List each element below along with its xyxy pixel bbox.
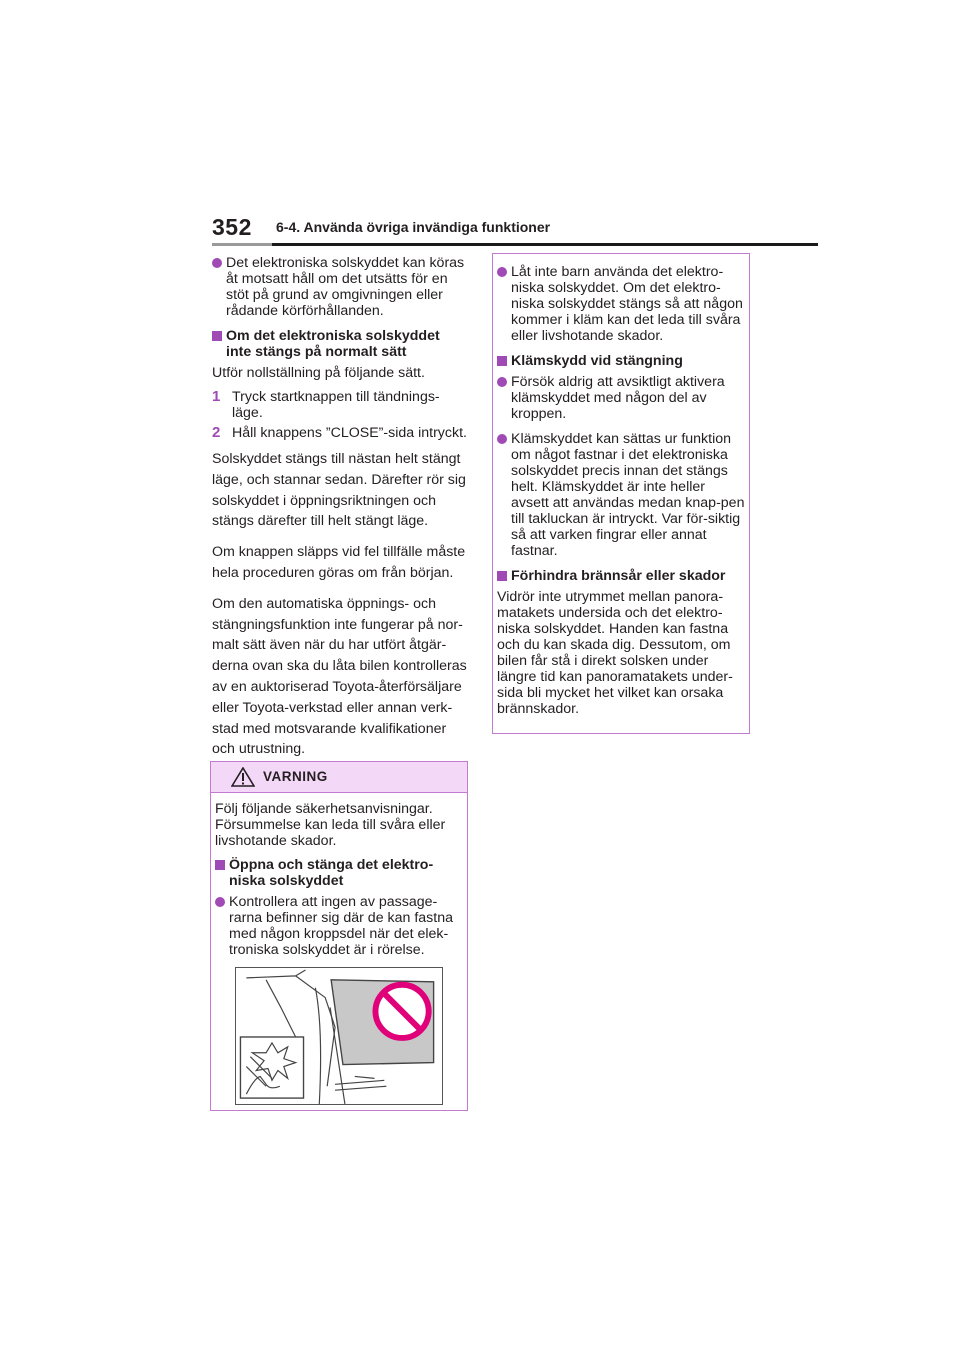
header-rule-accent	[212, 243, 272, 246]
warning-body	[211, 793, 467, 958]
bullet-dot-icon	[497, 267, 507, 277]
subheading	[215, 857, 463, 889]
subheading	[212, 328, 467, 360]
subheading-text: Förhindra brännsår eller skador	[511, 568, 726, 584]
step-text: Tryck startknappen till tändnings-läge.	[232, 389, 440, 421]
bullet-text: Klämskyddet kan sättas ur funktion om något fastnar i det elektroniska solskyddet precis innan det stängs helt. Klämskyddet är inte heller avsett att användas medan knap-pen till takluckan är intryckt. Var för-siktig så att varken fingrar eller annat fastnar.	[511, 431, 745, 559]
page-number: 352	[212, 214, 252, 240]
left-column	[212, 255, 467, 770]
bullet-item	[497, 264, 745, 344]
subheading-text: Klämskydd vid stängning	[511, 353, 683, 369]
bullet-text: Det elektroniska solskyddet kan köras åt motsatt håll om det utsätts för en stöt på grund av omgivningen eller rådande körförhållanden.	[226, 255, 465, 319]
bullet-text: Kontrollera att ingen av passage-rarna befinner sig där de kan fastna med någon kroppsdel när det elek-troniska solskyddet är i rörelse.	[229, 894, 453, 958]
bullet-dot-icon	[212, 258, 222, 268]
paragraph: Om den automatiska öppnings- och stängningsfunktion inte fungerar på nor-malt sätt även när du har utfört åtgär-derna ovan ska du låta bilen kontrolleras av en auktoriserad Toyota-återförsäljare eller Toyota-verkstad eller annan verk-stad med motsvarande kvalifikationer och utrustning.	[212, 595, 467, 758]
warning-intro: Följ följande säkerhetsanvisningar. Försummelse kan leda till svåra eller livshotande skador.	[215, 801, 446, 849]
bullet-text: Försök aldrig att avsiktligt aktivera klämskyddet med någon del av kroppen.	[511, 374, 725, 422]
square-bullet-icon	[215, 860, 225, 870]
subheading	[497, 353, 745, 369]
paragraph: Solskyddet stängs till nästan helt stängt läge, och stannar sedan. Därefter rör sig solskyddet i öppningsriktningen och stängs därefter till helt stängt läge.	[212, 451, 466, 530]
bullet-dot-icon	[497, 377, 507, 387]
bullet-dot-icon	[215, 897, 225, 907]
bullet-text: Låt inte barn använda det elektro-niska solskyddet. Om det elektro-niska solskyddet stängs så att någon kommer i kläm kan det leda till svåra eller livshotande skador.	[511, 264, 743, 344]
paragraph: Om knappen släpps vid fel tillfälle måste hela proceduren göras om från början.	[212, 544, 466, 581]
warning-header	[211, 762, 467, 793]
square-bullet-icon	[497, 571, 507, 581]
subheading-text: Om det elektroniska solskyddet inte stängs på normalt sätt	[226, 328, 440, 360]
intro-text: Utför nollställning på följande sätt.	[212, 365, 425, 381]
subheading-text: Öppna och stänga det elektro-niska solskyddet	[229, 857, 434, 889]
bullet-dot-icon	[497, 434, 507, 444]
bullet-item	[212, 255, 467, 319]
bullet-item	[215, 894, 463, 958]
bullet-item	[497, 431, 745, 559]
square-bullet-icon	[497, 356, 507, 366]
section-title: 6-4. Använda övriga invändiga funktioner	[276, 219, 551, 235]
step-number: 2	[212, 424, 221, 441]
square-bullet-icon	[212, 331, 222, 341]
subheading	[497, 568, 745, 584]
warning-triangle-icon	[231, 767, 255, 787]
header-rule	[212, 243, 818, 246]
step-item	[212, 389, 467, 421]
warning-box	[210, 761, 468, 1111]
step-number: 1	[212, 388, 221, 405]
warning-box-continued	[492, 253, 750, 734]
step-item	[212, 425, 467, 441]
step-text: Håll knappens ”CLOSE”-sida intryckt.	[232, 425, 467, 441]
sunshade-pinch-illustration	[235, 967, 443, 1105]
bullet-item	[497, 374, 745, 422]
warning-label: VARNING	[263, 769, 328, 784]
paragraph: Vidrör inte utrymmet mellan panora-matakets undersida och det elektro-niska solskyddet. Handen kan fastna och du kan skada dig. Dessutom, om bilen får stå i direkt solsken under längre tid kan panoramatakets under-sida bli mycket het vilket kan orsaka brännskador.	[497, 589, 733, 717]
